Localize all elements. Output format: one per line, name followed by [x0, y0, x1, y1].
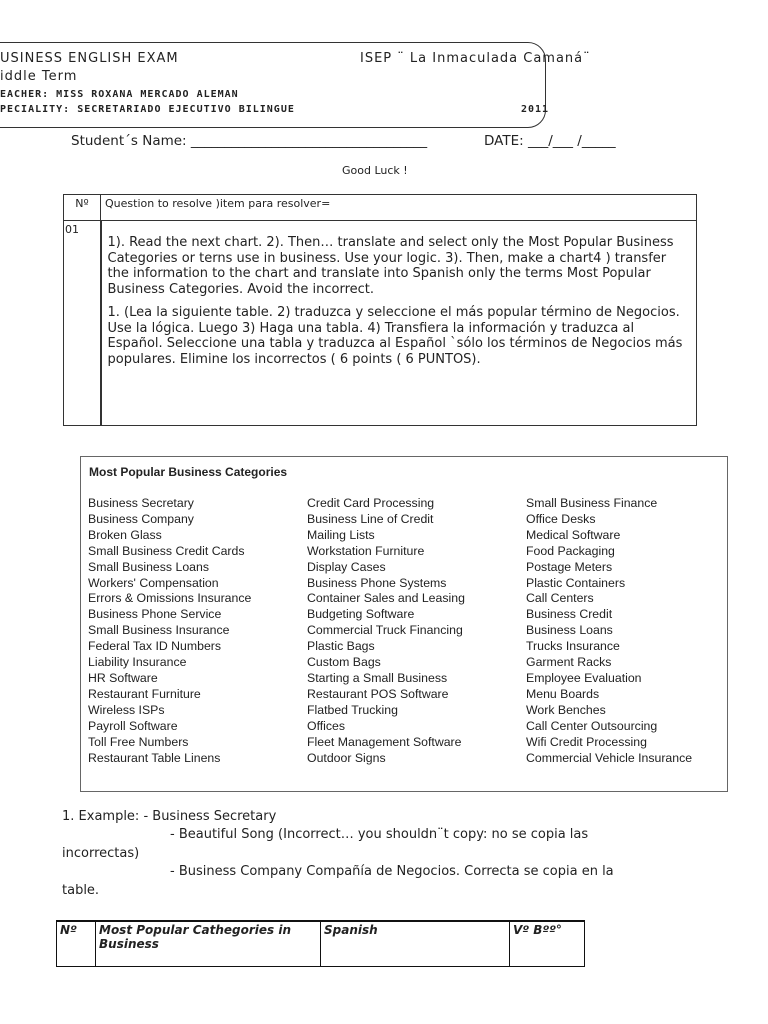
example-line-3: incorrectas) — [62, 846, 140, 861]
instructions-spanish: 1. (Lea la siguiente table. 2) traduzca y seleccione el más popular término de Negocios. Use la lógica. Luego 3) Haga una tabla. 4) Transfiera la información y traduzca al Español. Seleccione una tabla y traduzca al Español `sólo los términos de Negocios más populares. Elimine los incorrectos ( 6 points ( 6 PUNTOS). — [107, 305, 683, 367]
category-item: Broken Glass — [88, 527, 162, 542]
categories-col2 — [307, 496, 465, 766]
category-item: Fleet Management Software — [307, 734, 462, 749]
category-item: Business Phone Systems — [307, 575, 447, 590]
example-line-5: table. — [62, 883, 100, 898]
category-item: Call Centers — [526, 591, 594, 606]
answer-no-header: Nº — [57, 921, 96, 967]
category-item: Garment Racks — [526, 655, 612, 670]
category-item: Small Business Finance — [526, 496, 658, 510]
category-item: Small Business Credit Cards — [88, 543, 245, 558]
school-name: ISEP ¨ La Inmaculada Camaná¨ — [360, 51, 591, 66]
category-item: Liability Insurance — [88, 655, 187, 670]
term-label: iddle Term — [0, 69, 78, 84]
category-item: Custom Bags — [307, 655, 381, 670]
category-item: Wifi Credit Processing — [526, 734, 647, 749]
year-label: 2011 — [521, 104, 550, 115]
question-header: Question to resolve )item para resolver= — [101, 195, 697, 221]
category-item: Small Business Loans — [88, 559, 209, 574]
category-item: Small Business Insurance — [88, 623, 230, 638]
category-item: Workers' Compensation — [88, 575, 219, 590]
category-item: Trucks Insurance — [526, 639, 620, 654]
answer-table — [56, 920, 585, 967]
example-line-1: 1. Example: - Business Secretary — [62, 809, 277, 824]
category-item: Business Loans — [526, 623, 613, 638]
category-item: Wireless ISPs — [88, 702, 165, 717]
category-item: Call Center Outsourcing — [526, 718, 658, 733]
category-item: Payroll Software — [88, 718, 178, 733]
category-item: HR Software — [88, 670, 158, 685]
category-item: Workstation Furniture — [307, 543, 425, 558]
speciality-label: PECIALITY: SECRETARIADO EJECUTIVO BILINGUE — [0, 104, 295, 115]
categories-title: Most Popular Business Categories — [89, 465, 288, 479]
answer-spanish-header: Spanish — [321, 921, 510, 967]
category-item: Offices — [307, 718, 346, 733]
category-item: Display Cases — [307, 559, 386, 574]
category-item: Errors & Omissions Insurance — [88, 591, 252, 606]
teacher-label: EACHER: MISS ROXANA MERCADO ALEMAN — [0, 89, 239, 100]
category-item: Commercial Truck Financing — [307, 623, 463, 638]
categories-col3 — [526, 496, 692, 766]
date-field[interactable]: DATE: ___/___ /_____ — [484, 133, 616, 149]
category-item: Plastic Bags — [307, 639, 375, 654]
category-item: Commercial Vehicle Insurance — [526, 750, 693, 765]
category-item: Business Credit — [526, 607, 613, 622]
category-item: Employee Evaluation — [526, 670, 642, 685]
answer-category-header: Most Popular Cathegories in Business — [96, 921, 321, 967]
example-line-2: - Beautiful Song (Incorrect… you shouldn¨t copy: no se copia las — [170, 827, 589, 842]
example-line-4: - Business Company Compañía de Negocios. Correcta se copia en la — [170, 864, 614, 879]
instructions-english: 1). Read the next chart. 2). Then… translate and select only the Most Popular Business Categories or terns use in business. Use your logic. 3). Then, make a chart4 ) transfer the information to the chart and translate into Spanish only the terms Most Popular Business Categories. Avoid the incorrect. — [107, 235, 674, 297]
category-item: Budgeting Software — [307, 607, 415, 622]
category-item: Business Company — [88, 511, 194, 526]
category-item: Flatbed Trucking — [307, 702, 398, 717]
answer-vb-header: Vº Bºº° — [510, 921, 585, 967]
question-no-header: Nº — [64, 195, 101, 221]
category-item: Food Packaging — [526, 543, 615, 558]
category-item: Credit Card Processing — [307, 496, 435, 510]
category-item: Outdoor Signs — [307, 750, 386, 765]
category-item: Toll Free Numbers — [88, 734, 189, 749]
category-item: Federal Tax ID Numbers — [88, 639, 222, 654]
category-item: Container Sales and Leasing — [307, 591, 465, 606]
question-body — [101, 221, 697, 426]
category-item: Menu Boards — [526, 686, 600, 701]
category-item: Medical Software — [526, 527, 621, 542]
exam-title: USINESS ENGLISH EXAM — [0, 51, 179, 66]
category-item: Starting a Small Business — [307, 670, 448, 685]
categories-col1 — [88, 496, 251, 766]
category-item: Business Phone Service — [88, 607, 222, 622]
question-table — [63, 194, 697, 426]
categories-box — [80, 456, 728, 792]
category-item: Office Desks — [526, 511, 596, 526]
category-item: Restaurant POS Software — [307, 686, 449, 701]
category-item: Work Benches — [526, 702, 606, 717]
good-luck-text: Good Luck ! — [342, 164, 408, 177]
question-row-no: 01 — [64, 221, 101, 426]
student-name-field[interactable]: Student´s Name: ___________________________________ — [71, 133, 428, 149]
category-item: Plastic Containers — [526, 575, 626, 590]
category-item: Business Secretary — [88, 496, 194, 510]
category-item: Postage Meters — [526, 559, 613, 574]
category-item: Restaurant Furniture — [88, 686, 201, 701]
category-item: Restaurant Table Linens — [88, 750, 221, 765]
category-item: Business Line of Credit — [307, 511, 434, 526]
category-item: Mailing Lists — [307, 527, 375, 542]
